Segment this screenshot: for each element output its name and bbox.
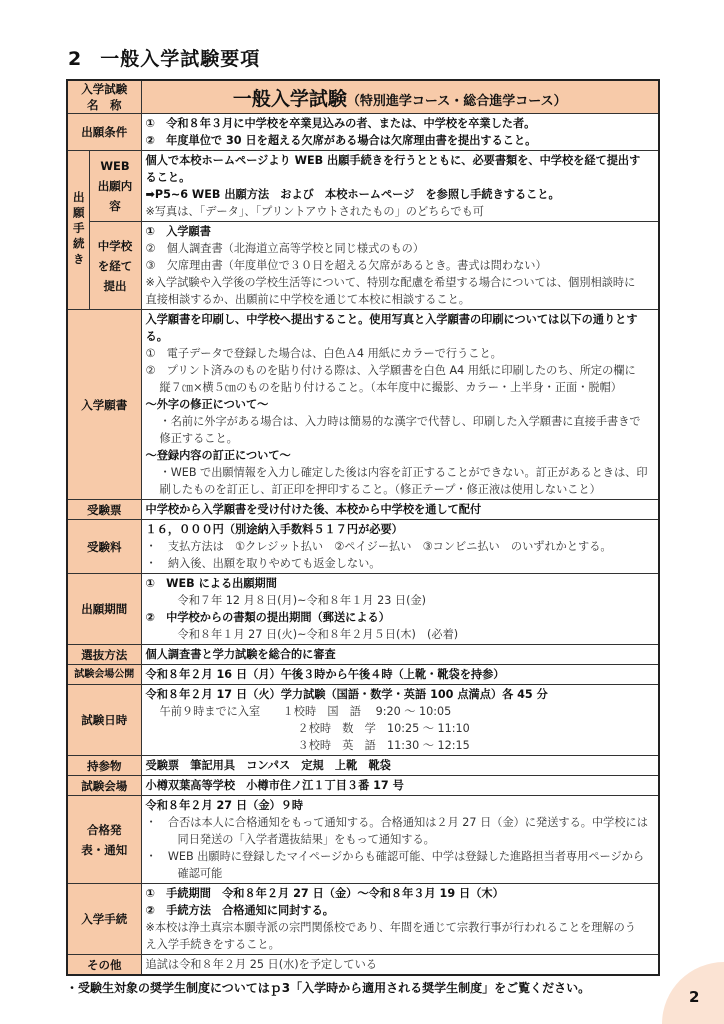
content-line: 修正すること。 [159, 432, 238, 445]
row-content [141, 500, 659, 520]
row-label: その他 [67, 955, 141, 976]
row-label: 中学校を経て提出 [89, 222, 141, 310]
row-label: 試験会場 [67, 776, 141, 796]
content-line: ① WEB による出願期間 [145, 577, 277, 590]
row-content [141, 796, 659, 884]
content-line: 確認可能 [177, 867, 223, 880]
main-content [66, 79, 660, 996]
table-row [67, 151, 659, 222]
content-line: ① 令和８年３月に中学校を卒業見込みの者、または、中学校を卒業した者。 [145, 117, 536, 130]
exam-name: 一般入学試験（特別進学コース・総合進学コース） [141, 80, 659, 114]
content-line: ② 年度単位で 30 日を超える欠席がある場合は欠席理由書を提出すること。 [145, 134, 537, 147]
content-line: 個人で本校ホームページより WEB 出願手続きを行うとともに、必要書類を、中学校を経て提出す [145, 154, 641, 167]
row-label: 入学願書 [67, 310, 141, 500]
content-line: 個人調査書と学力試験を総合的に審査 [145, 648, 336, 661]
content-line: 受験票 筆記用具 コンパス 定規 上靴 靴袋 [145, 759, 391, 772]
row-label: 受験票 [67, 500, 141, 520]
row-content [141, 114, 659, 151]
table-row [67, 222, 659, 310]
content-line: 入学願書を印刷し、中学校へ提出すること。使用写真と入学願書の印刷については以下の通りとする。 [145, 313, 638, 343]
content-line: え入学手続きをすること。 [145, 938, 280, 951]
exam-name-label: 入学試験 名 称 [67, 80, 141, 114]
content-line: 中学校から入学願書を受け付けた後、本校から中学校を通して配付 [145, 503, 482, 516]
row-label: 出願期間 [67, 574, 141, 645]
content-line: ※本校は浄土真宗本願寺派の宗門関係校であり、年間を通じて宗教行事が行われることを理解のう [145, 921, 636, 934]
table-row [67, 114, 659, 151]
content-line: 令和８年２月 27 日（金）９時 [145, 799, 304, 812]
content-line: ・WEB で出願情報を入力し確定した後は内容を訂正することができない。訂正があるときは、印 [159, 466, 648, 479]
content-line: ３校時 英 語 11:30 ～ 12:15 [297, 739, 470, 752]
content-line: １６，０００円（別途納入手数料５１７円が必要） [145, 523, 403, 536]
row-content [141, 520, 659, 574]
content-line: ① 入学願書 [145, 225, 211, 238]
content-line: ① 電子データで登録した場合は、白色Ａ4 用紙にカラーで行うこと。 [145, 347, 502, 360]
content-line: ③ 欠席理由書（年度単位で３０日を超える欠席があるとき。書式は問わない） [145, 259, 547, 272]
row-label: 合格発表・通知 [67, 796, 141, 884]
table-header-row [67, 80, 659, 114]
footnote: ・受験生対象の奨学生制度についてはｐ3「入学時から適用される奨学生制度」をご覧ください。 [66, 981, 591, 995]
row-label: 受験料 [67, 520, 141, 574]
row-content [141, 665, 659, 685]
content-line: ～外字の修正について～ [145, 398, 269, 411]
content-line: 午前９時までに入室 １校時 国 語 9:20 ～ 10:05 [159, 705, 452, 718]
row-content [141, 151, 659, 222]
table-row [67, 520, 659, 574]
content-line: ２校時 数 学 10:25 ～ 11:10 [297, 722, 470, 735]
content-line: ② プリント済みのものを貼り付ける際は、入学願書を白色 A4 用紙に印刷したのち、所定の欄に [145, 364, 636, 377]
row-label: WEB出願内容 [89, 151, 141, 222]
content-line: 縦７㎝×横５㎝のものを貼り付けること。（本年度中に撮影、カラー・上半身・正面・脱帽） [159, 381, 622, 394]
content-line: 令和８年２月 17 日（火）学力試験（国語・数学・英語 100 点満点）各 45 分 [145, 688, 548, 701]
content-line: ～登録内容の訂正について～ [145, 449, 291, 462]
content-line: 追試は令和８年２月 25 日(水)を予定している [145, 958, 377, 971]
content-line: 直接相談するか、出願前に中学校を通じて本校に相談すること。 [145, 293, 470, 306]
content-line: 令和８年２月 16 日（月）午後３時から午後４時（上靴・靴袋を持参） [145, 668, 505, 681]
table-row [67, 645, 659, 665]
row-label: 出願条件 [67, 114, 141, 151]
row-content [141, 685, 659, 756]
content-line: ➡P5~6 WEB 出願方法 および 本校ホームページ を参照し手続きすること。 [145, 188, 560, 201]
row-content [141, 955, 659, 976]
table-row [67, 796, 659, 884]
procedure-label: 出願手続き [67, 151, 89, 310]
table-row [67, 756, 659, 776]
row-content [141, 756, 659, 776]
table-row [67, 500, 659, 520]
content-line: ※写真は、「データ」、「プリントアウトされたもの」のどちらでも可 [145, 205, 484, 218]
content-line: ること。 [145, 171, 191, 184]
content-line: 小樽双葉高等学校 小樽市住ノ江１丁目３番 17 号 [145, 779, 404, 792]
table-row [67, 884, 659, 955]
content-line: ※入学試験や入学後の学校生活等について、特別な配慮を希望する場合については、個別相談時に [145, 276, 636, 289]
exam-guidelines-table [66, 79, 660, 976]
content-line: ② 中学校からの書類の提出期間（郵送による） [145, 611, 390, 624]
content-line: ・ WEB 出願時に登録したマイページからも確認可能、中学は登録した進路担当者専用ページから [145, 850, 645, 863]
content-line: ・名前に外字がある場合は、入力時は簡易的な漢字で代替し、印刷した入学願書に直接手書きで [159, 415, 641, 428]
row-content [141, 884, 659, 955]
content-line: ② 個人調査書（北海道立高等学校と同じ様式のもの） [145, 242, 425, 255]
table-row [67, 776, 659, 796]
page-number: 2 [689, 988, 700, 1006]
table-row [67, 685, 659, 756]
row-label: 試験日時 [67, 685, 141, 756]
content-line: 令和８年１月 27 日(火)~令和８年２月５日(木) (必着) [177, 628, 459, 641]
content-line: 同日発送の「入学者選抜結果」をもって通知する。 [177, 833, 435, 846]
row-label: 入学手続 [67, 884, 141, 955]
row-label: 選抜方法 [67, 645, 141, 665]
content-line: ① 手続期間 令和８年２月 27 日（金）～令和８年３月 19 日（木） [145, 887, 504, 900]
table-row [67, 310, 659, 500]
page-title: 2 一般入学試験要項 [68, 48, 261, 70]
row-content [141, 645, 659, 665]
row-content [141, 574, 659, 645]
content-line: 令和７年 12 月８日(月)~令和８年１月 23 日(金) [177, 594, 427, 607]
content-line: ② 手続方法 合格通知に同封する。 [145, 904, 334, 917]
table-row [67, 665, 659, 685]
row-content [141, 776, 659, 796]
content-line: 刷したものを訂正し、訂正印を押印すること。（修正テープ・修正液は使用しないこと） [159, 483, 601, 496]
table-row [67, 955, 659, 976]
row-label: 試験会場公開 [67, 665, 141, 685]
row-label: 持参物 [67, 756, 141, 776]
table-row [67, 574, 659, 645]
content-line: ・ 納入後、出願を取りやめても返金しない。 [145, 557, 381, 570]
row-content [141, 222, 659, 310]
content-line: ・ 合否は本人に合格通知をもって通知する。合格通知は２月 27 日（金）に発送する。中学校には [145, 816, 648, 829]
content-line: ・ 支払方法は ①クレジット払い ②ペイジー払い ③コンビニ払い のいずれかとする。 [145, 540, 612, 553]
row-content [141, 310, 659, 500]
